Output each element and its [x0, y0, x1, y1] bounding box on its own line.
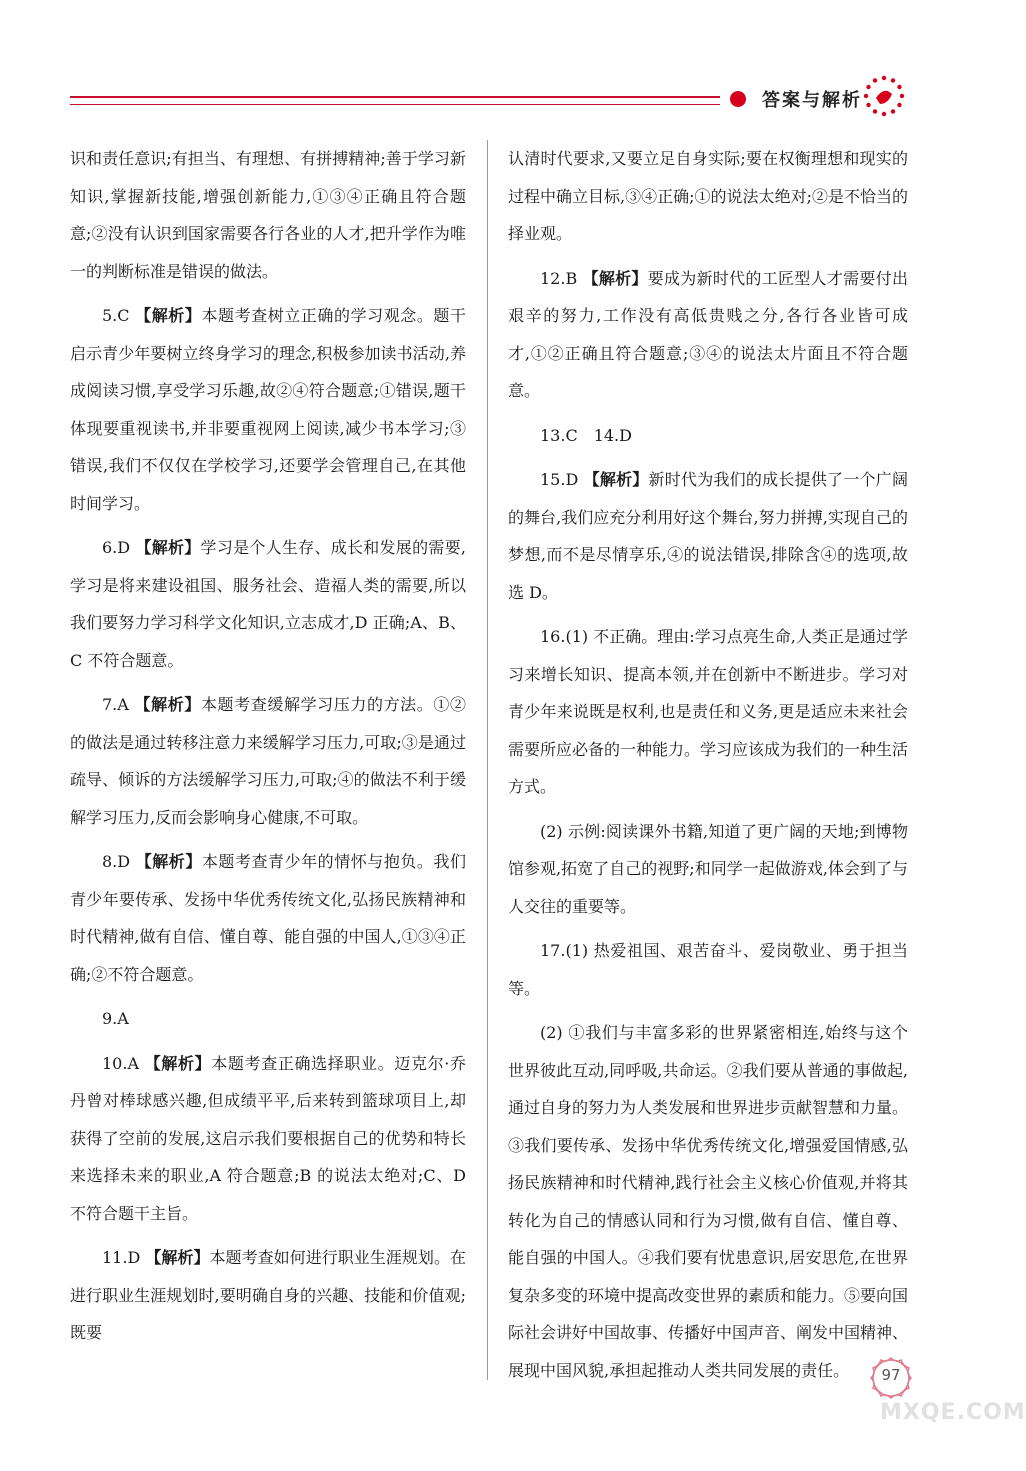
answer-item: [70, 297, 466, 522]
answer-number: (2): [540, 821, 563, 841]
left-column: [70, 140, 466, 1359]
answer-text: 本题考查缓解学习压力的方法。①②的做法是通过转移注意力来缓解学习压力,可取;③是通过疏导、倾诉的方法缓解学习压力,可取;④的做法不利于缓解学习压力,反而会影响身心健康,不可取。: [70, 695, 466, 827]
answer-item: [70, 1000, 466, 1038]
answer-text: 新时代为我们的成长提供了一个广阔的舞台,我们应充分利用好这个舞台,努力拼搏,实现自己的梦想,而不是尽情享乐,④的说法错误,排除含④的选项,故选 D。: [508, 470, 908, 602]
answer-number: 8.D: [102, 852, 131, 871]
answer-text: 热爱祖国、艰苦奋斗、爱岗敬业、勇于担当等。: [508, 941, 908, 998]
analysis-tag: 【解析】: [135, 538, 201, 557]
page-number: 97: [881, 1366, 901, 1384]
answer-item: [70, 529, 466, 679]
answer-text: 识和责任意识;有担当、有理想、有拼搏精神;善于学习新知识,掌握新技能,增强创新能力,①③④正确且符合题意;②没有认识到国家需要各行各业的人才,把升学作为唯一的判断标准是错误的做法。: [70, 149, 466, 281]
sun-emblem-icon: [862, 74, 906, 118]
answer-item: [70, 1239, 466, 1352]
continued-paragraph: [70, 140, 466, 290]
answer-number: 9.A: [102, 1009, 129, 1028]
answer-text: 本题考查正确选择职业。迈克尔·乔丹曾对棒球感兴趣,但成绩平平,后来转到篮球项目上,却获得了空前的发展,这启示我们要根据自己的优势和特长来选择未来的职业,A 符合题意;B 的说法太绝对;C、D 不符合题干主旨。: [70, 1053, 466, 1223]
answer-text: 要成为新时代的工匠型人才需要付出艰辛的努力,工作没有高低贵贱之分,各行各业皆可成才,①②正确且符合题意;③④的说法太片面且不符合题意。: [508, 268, 908, 400]
answer-item: [508, 461, 908, 611]
answer-number: 7.A: [102, 695, 129, 714]
answer-number: 11.D: [102, 1248, 141, 1267]
answer-text: 不正确。理由:学习点亮生命,人类正是通过学习来增长知识、提高本领,并在创新中不断进步。学习对青少年来说既是权利,也是责任和义务,更是适应未来社会需要所应必备的一种能力。学习应该成为我们的一种生活方式。: [508, 627, 909, 796]
answer-number: 17.(1): [540, 941, 589, 960]
answer-text: ①我们与丰富多彩的世界紧密相连,始终与这个世界彼此互动,同呼吸,共命运。②我们要从普通的事做起,通过自身的努力为人类发展和世界进步贡献智慧和力量。③我们要传承、发扬中华优秀传统文化,增强爱国情感,弘扬民族精神和时代精神,践行社会主义核心价值观,并将其转化为自己的情感认同和行为习惯,做有自信、懂自尊、能自强的中国人。④我们要有忧患意识,居安思危,在世界复杂多变的环境中提高改变世界的素质和能力。⑤要向国际社会讲好中国故事、传播好中国声音、阐发中国精神、展现中国风貌,承担起推动人类共同发展的责任。: [508, 1023, 909, 1380]
header-dot: [730, 91, 746, 107]
answer-item: [508, 618, 908, 806]
answer-number: 16.(1): [540, 627, 589, 646]
analysis-tag: 【解析】: [144, 1053, 212, 1073]
analysis-tag: 【解析】: [583, 470, 649, 489]
answer-number: 15.D: [540, 470, 579, 489]
answer-text: 本题考查树立正确的学习观念。题干启示青少年要树立终身学习的理念,积极参加读书活动,养成阅读习惯,享受学习乐趣,故②④符合题意;①错误,题干体现要重视读书,并非要重视网上阅读,减少书本学习;③错误,我们不仅仅在学校学习,还要学会管理自己,在其他时间学习。: [70, 306, 466, 513]
answer-number: (2): [540, 1023, 563, 1042]
analysis-tag: 【解析】: [134, 695, 201, 714]
analysis-tag: 【解析】: [582, 268, 648, 288]
answer-item: [508, 932, 908, 1007]
answer-number: 12.B: [540, 268, 578, 288]
answer-item: [70, 686, 466, 836]
answer-item: [70, 1045, 466, 1233]
answer-text: 学习是个人生存、成长和发展的需要,学习是将来建设祖国、服务社会、造福人类的需要,所以我们要努力学习科学文化知识,立志成才,D 正确;A、B、C 不符合题意。: [70, 538, 466, 670]
answer-item: [508, 1014, 908, 1389]
answer-number: 13.C 14.D: [540, 425, 632, 445]
column-divider: [487, 140, 488, 1380]
answer-text: 本题考查青少年的情怀与抱负。我们青少年要传承、发扬中华优秀传统文化,弘扬民族精神和时代精神,做有自信、懂自尊、能自强的中国人,①③④正确;②不符合题意。: [70, 852, 466, 984]
answer-text: 认清时代要求,又要立足自身实际;要在权衡理想和现实的过程中确立目标,③④正确;①的说法太绝对;②是不恰当的择业观。: [508, 149, 908, 243]
continued-paragraph: [508, 140, 908, 253]
analysis-tag: 【解析】: [145, 1248, 210, 1267]
answer-item: [508, 417, 908, 455]
answer-item: [70, 843, 466, 993]
answer-text: 示例:阅读课外书籍,知道了更广阔的天地;到博物馆参观,拓宽了自己的视野;和同学一起做游戏,体会到了与人交往的重要等。: [508, 821, 908, 916]
answer-number: 10.A: [102, 1053, 139, 1073]
analysis-tag: 【解析】: [135, 306, 202, 325]
header-title: 答案与解析: [762, 90, 862, 111]
header-rule: [70, 96, 720, 105]
analysis-tag: 【解析】: [135, 852, 202, 871]
answer-text: 本题考查如何进行职业生涯规划。在进行职业生涯规划时,要明确自身的兴趣、技能和价值观;既要: [70, 1248, 466, 1342]
answer-number: 5.C: [102, 306, 130, 325]
answer-number: 6.D: [102, 538, 131, 557]
answer-item: [508, 260, 908, 410]
right-column: [508, 140, 908, 1396]
watermark: MXQE.COM: [880, 1400, 1026, 1425]
answer-item: [508, 813, 908, 926]
